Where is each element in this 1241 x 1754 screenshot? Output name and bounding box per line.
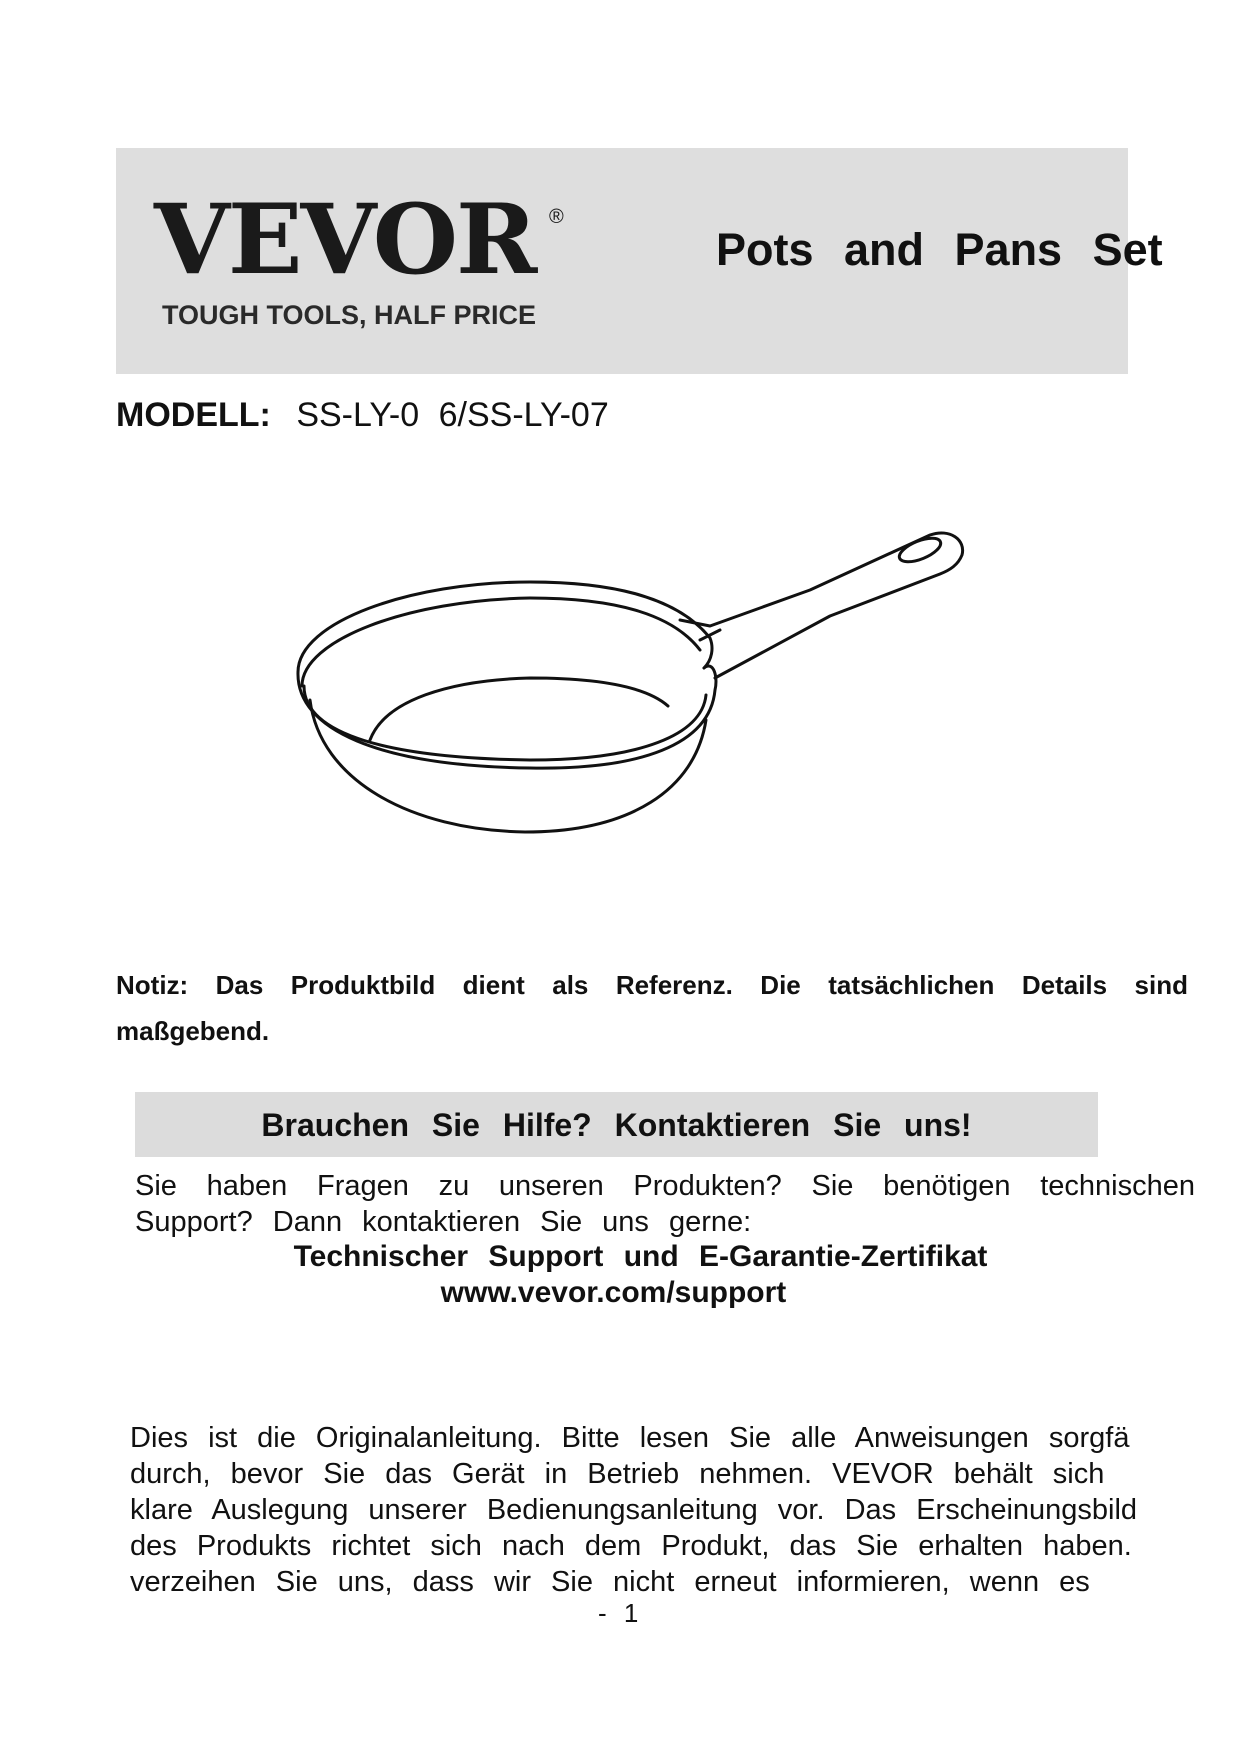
logo-tagline: TOUGH TOOLS, HALF PRICE <box>162 300 537 330</box>
disclaimer-line: verzeihen Sie uns, dass wir Sie nicht erneut informieren, wenn es <box>130 1566 1090 1598</box>
model-line <box>116 396 609 435</box>
disclaimer-paragraph <box>130 1420 1210 1600</box>
page-number: - 1 <box>598 1598 639 1628</box>
disclaimer-line: durch, bevor Sie das Gerät in Betrieb nehmen. VEVOR behält sich <box>130 1458 1105 1490</box>
help-text: Sie haben Fragen zu unseren Produkten? Sie benötigen technischen Support? Dann kontaktieren Sie uns gerne: <box>135 1170 1195 1238</box>
model-label: MODELL: <box>116 396 271 434</box>
document-title: Pots and Pans Set <box>716 224 1163 275</box>
vevor-logo: VEVOR <box>154 183 536 296</box>
support-url[interactable]: www.vevor.com/support <box>440 1276 787 1309</box>
disclaimer-line: des Produkts richtet sich nach dem Produkt, das Sie erhalten haben. <box>130 1530 1132 1562</box>
disclaimer-line: Dies ist die Originalanleitung. Bitte lesen Sie alle Anweisungen sorgfä <box>130 1422 1130 1454</box>
disclaimer-line: klare Auslegung unserer Bedienungsanleitung vor. Das Erscheinungsbild <box>130 1494 1138 1526</box>
note-paragraph: Notiz: Das Produktbild dient als Referenz. Die tatsächlichen Details sind maßgebend. <box>116 970 1188 1046</box>
help-title: Brauchen Sie Hilfe? Kontaktieren Sie uns! <box>261 1107 972 1143</box>
support-title: Technischer Support und E-Garantie-Zertifikat <box>293 1240 988 1273</box>
registered-mark: ® <box>549 206 564 228</box>
frying-pan-illustration <box>290 530 980 880</box>
help-band <box>135 1092 1098 1157</box>
model-value: SS-LY-0 6/SS-LY-07 <box>296 396 609 434</box>
